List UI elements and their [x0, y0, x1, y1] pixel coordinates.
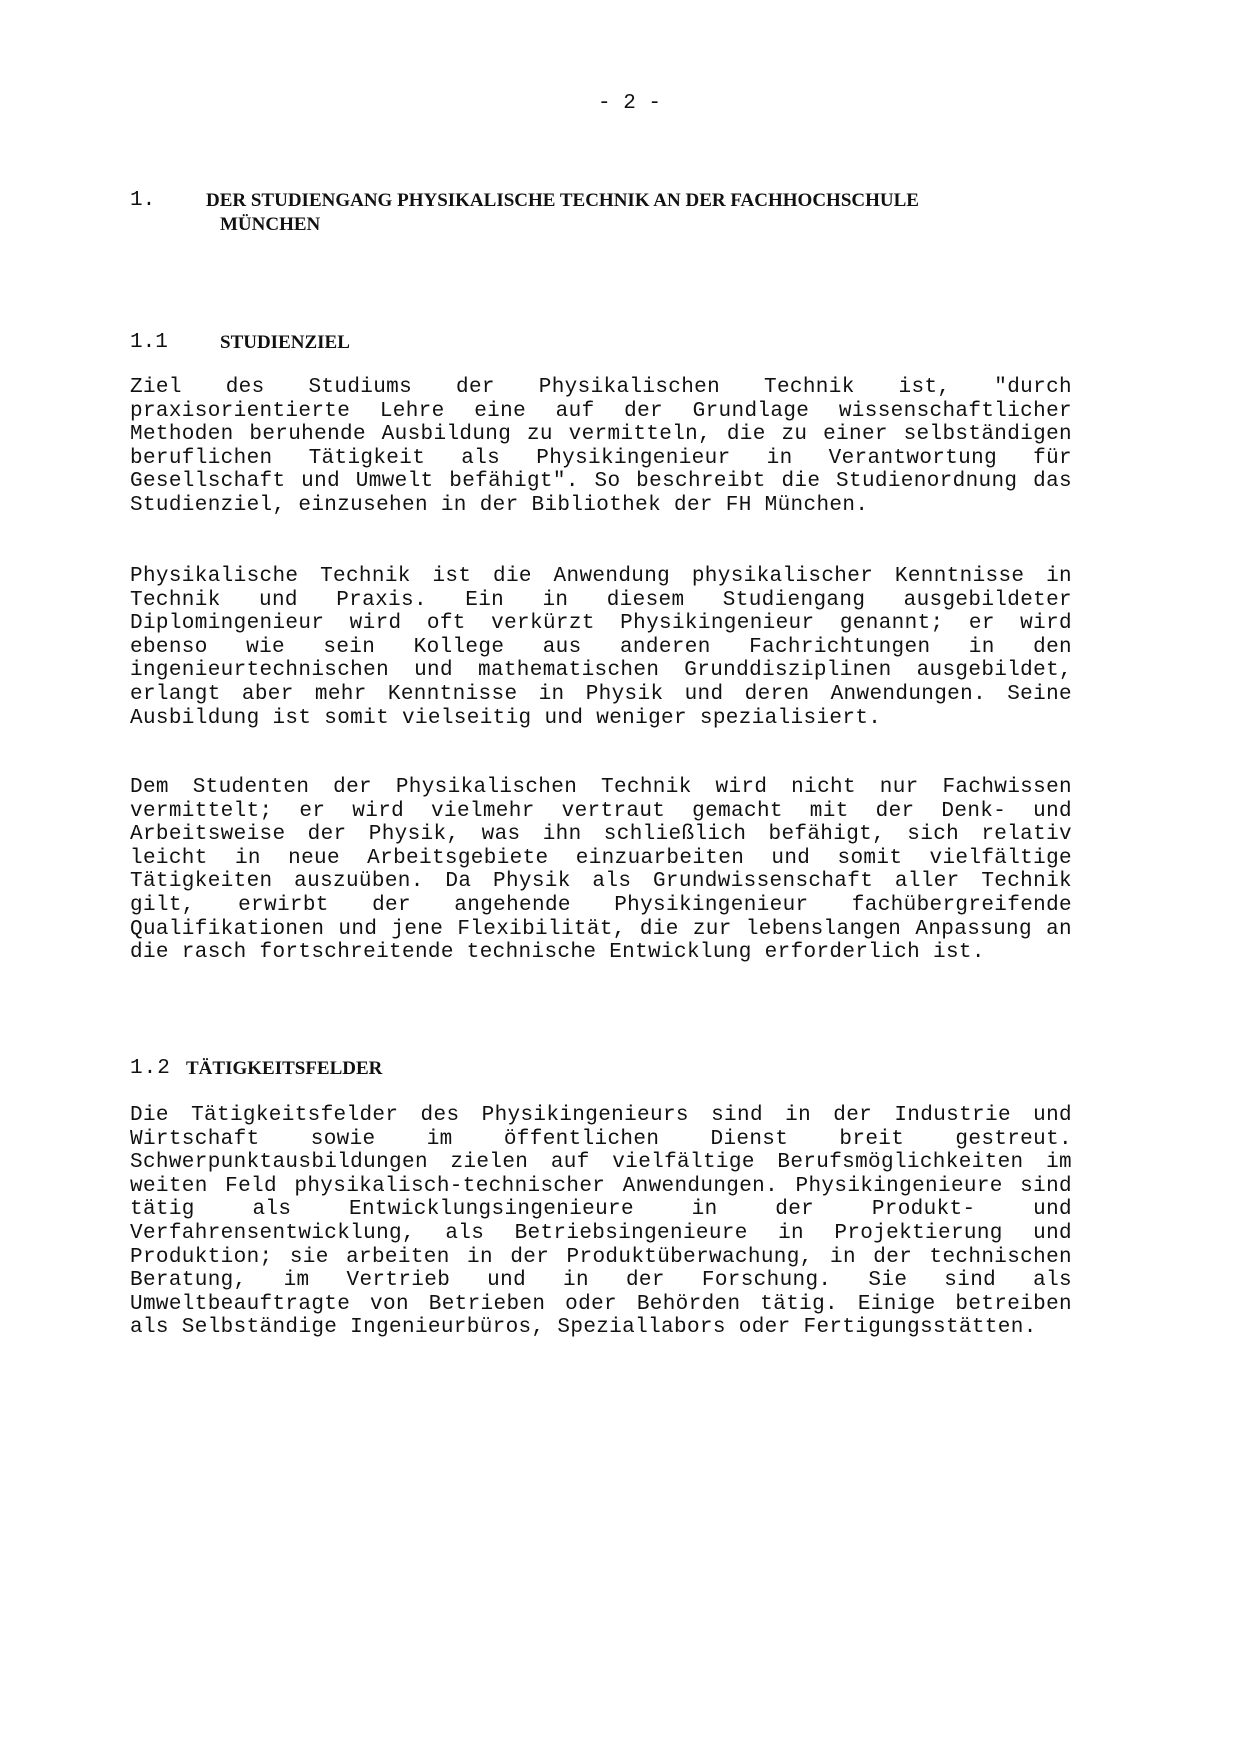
page-number: - 2 - — [597, 92, 661, 115]
section-1-1-title: STUDIENZIEL — [220, 332, 350, 353]
section-1-number: 1. — [130, 189, 156, 212]
taetigkeitsfelder-paragraph-1: Die Tätigkeitsfelder des Physikingenieurs sind in der Industrie und Wirtschaft sowie im öffentlichen Dienst breit gestreut. Schwerpunktausbildungen zielen auf vielfältige Berufsmöglichkeiten im weiten Feld physikalisch-technischer Anwendungen. Physikingenieure sind tätig als Entwicklungsingenieure in der Produkt- und Verfahrensentwicklung, als Betriebsingenieure in Projektierung und Produktion; sie arbeiten in der Produktüberwachung, in der technischen Beratung, im Vertrieb und in der Forschung. Sie sind als Umweltbeauftragte von Betrieben oder Behörden tätig. Einige betreiben als Selbständige Ingenieurbüros, Speziallabors oder Fertigungsstätten. — [130, 1104, 1072, 1340]
section-1-2-number: 1.2 — [130, 1057, 171, 1080]
studienziel-paragraph-1: Ziel des Studiums der Physikalischen Technik ist, "durch praxisorientierte Lehre eine auf der Grundlage wissenschaftlicher Methoden beruhende Ausbildung zu vermitteln, die zu einer selbständigen beruflichen Tätigkeit als Physikingenieur in Verantwortung für Gesellschaft und Umwelt befähigt". So beschreibt die Studienordnung das Studienziel, einzusehen in der Bibliothek der FH München. — [130, 376, 1072, 517]
section-1-title — [206, 189, 1086, 237]
studienziel-paragraph-2: Physikalische Technik ist die Anwendung physikalischer Kenntnisse in Technik und Praxis. Ein in diesem Studiengang ausgebildeter Diplomingenieur wird oft verkürzt Physikingenieur genannt; er wird ebenso wie sein Kollege aus anderen Fachrichtungen in den ingenieurtechnischen und mathematischen Grunddisziplinen ausgebildet, erlangt aber mehr Kenntnisse in Physik und deren Anwendungen. Seine Ausbildung ist somit vielseitig und weniger spezialisiert. — [130, 565, 1072, 730]
section-1-2-title: TÄTIGKEITSFELDER — [186, 1058, 383, 1079]
section-1-title-line2: MÜNCHEN — [220, 214, 321, 235]
studienziel-paragraph-3: Dem Studenten der Physikalischen Technik wird nicht nur Fachwissen vermittelt; er wird vielmehr vertraut gemacht mit der Denk- und Arbeitsweise der Physik, was ihn schließlich befähigt, sich relativ leicht in neue Arbeitsgebiete einzuarbeiten und somit vielfältige Tätigkeiten auszuüben. Da Physik als Grundwissenschaft aller Technik gilt, erwirbt der angehende Physikingenieur fachübergreifende Qualifikationen und jene Flexibilität, die zur lebenslangen Anpassung an die rasch fortschreitende technische Entwicklung erforderlich ist. — [130, 776, 1072, 965]
section-1-title-line1: DER STUDIENGANG PHYSIKALISCHE TECHNIK AN DER FACHHOCHSCHULE — [206, 190, 919, 211]
section-1-1-number: 1.1 — [130, 331, 168, 354]
